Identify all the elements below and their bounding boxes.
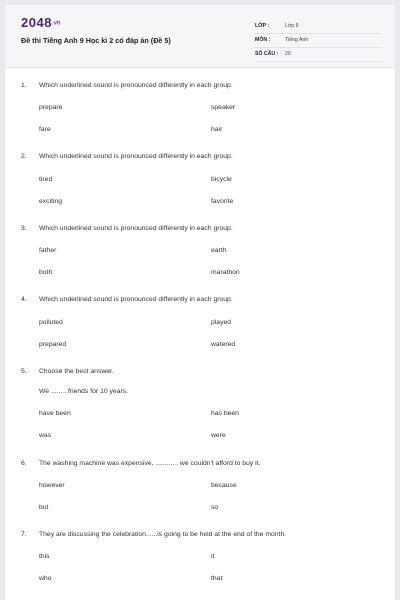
question-sentence: We .........friends for 10 years.	[39, 388, 129, 395]
option-b[interactable]: played	[211, 319, 232, 326]
option-a[interactable]: however	[39, 482, 65, 489]
question-text: Which underlined sound is pronounced differently in each group.	[39, 296, 233, 303]
question-number: 2.	[21, 153, 27, 160]
option-a[interactable]: prepare	[39, 104, 63, 111]
site-logo[interactable]	[21, 15, 61, 30]
document-title: Đề thi Tiếng Anh 9 Học kì 2 có đáp án (Đề 5)	[21, 36, 171, 45]
option-a[interactable]: have been	[39, 410, 71, 417]
option-b[interactable]: earth	[211, 247, 227, 254]
question-number: 7.	[21, 531, 27, 538]
question-number: 5.	[21, 368, 27, 375]
meta-label-subject: MÔN :	[255, 37, 271, 43]
meta-row-count	[255, 47, 381, 62]
option-c[interactable]: fare	[39, 126, 51, 133]
meta-label-count: SỐ CÂU :	[255, 51, 279, 57]
option-b[interactable]: bicycle	[211, 176, 232, 183]
question-text: They are discussing the celebration......is going to be held at the end of the month.	[39, 531, 287, 538]
meta-row-class	[255, 19, 381, 34]
question-text: The washing machine was expensive, ............ we couldn't afford to buy it.	[39, 460, 261, 467]
option-d[interactable]: were	[211, 432, 226, 439]
option-c[interactable]: who	[39, 575, 52, 582]
option-c[interactable]: exciting	[39, 198, 63, 205]
option-d[interactable]: so	[211, 504, 219, 511]
question-text: Which underlined sound is pronounced differently in each group.	[39, 82, 233, 89]
meta-row-subject	[255, 33, 381, 48]
option-c[interactable]: prepared	[39, 341, 67, 348]
option-c[interactable]: but	[39, 504, 49, 511]
option-b[interactable]: has been	[211, 410, 239, 417]
option-a[interactable]: father	[39, 247, 57, 254]
meta-value-count: 20	[285, 51, 291, 57]
question-text: Which underlined sound is pronounced differently in each group.	[39, 153, 233, 160]
option-a[interactable]: polluted	[39, 319, 63, 326]
logo-main-text: 2048	[21, 15, 52, 30]
question-number: 4.	[21, 296, 27, 303]
document-page	[5, 5, 395, 600]
question-number: 1.	[21, 82, 27, 89]
meta-value-subject: Tiếng Anh	[285, 37, 309, 43]
option-a[interactable]: tired	[39, 176, 53, 183]
question-text: Choose the best answer.	[39, 368, 114, 375]
option-a[interactable]: this	[39, 553, 50, 560]
option-d[interactable]: hair	[211, 126, 223, 133]
option-d[interactable]: that	[211, 575, 223, 582]
meta-value-class: Lớp 9	[285, 23, 299, 29]
question-text: Which underlined sound is pronounced differently in each group.	[39, 225, 233, 232]
option-d[interactable]: favorite	[211, 198, 234, 205]
option-c[interactable]: both	[39, 269, 53, 276]
logo-sub-text: .vn	[51, 20, 61, 27]
question-number: 6.	[21, 460, 27, 467]
meta-label-class: LỚP :	[255, 23, 270, 29]
option-b[interactable]: because	[211, 482, 237, 489]
option-b[interactable]: it	[211, 553, 215, 560]
option-d[interactable]: marathon	[211, 269, 240, 276]
document-header	[5, 5, 395, 68]
question-number: 3.	[21, 225, 27, 232]
option-c[interactable]: was	[39, 432, 52, 439]
option-d[interactable]: watered	[211, 341, 236, 348]
option-b[interactable]: speaker	[211, 104, 236, 111]
